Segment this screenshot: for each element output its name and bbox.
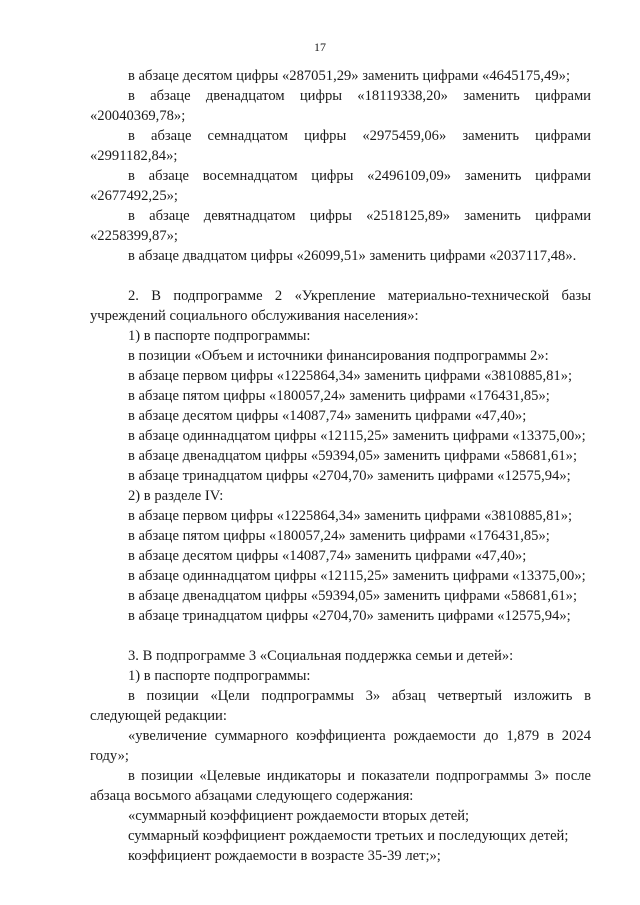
paragraph: в абзаце пятом цифры «180057,24» заменить цифрами «176431,85»; [128,528,550,544]
paragraph: в абзаце десятом цифры «14087,74» заменить цифрами «47,40»; [128,548,527,564]
section-heading: 3. В подпрограмме 3 «Социальная поддержка семьи и детей»: [128,648,514,664]
paragraph: в абзаце тринадцатом цифры «2704,70» заменить цифрами «12575,94»; [128,468,571,484]
paragraph: в абзаце первом цифры «1225864,34» заменить цифрами «3810885,81»; [128,508,573,524]
paragraph: коэффициент рождаемости в возрасте 35-39 лет;»; [128,848,441,864]
section-spacer [90,266,591,286]
paragraph: в абзаце двенадцатом цифры «18119338,20» заменить цифрами «20040369,78»; [90,88,591,124]
paragraph: 2) в разделе IV: [128,488,224,504]
section-spacer [90,626,591,646]
paragraph: в абзаце одиннадцатом цифры «12115,25» заменить цифрами «13375,00»; [128,568,586,584]
paragraph: в абзаце девятнадцатом цифры «2518125,89» заменить цифрами «2258399,87»; [90,208,591,244]
paragraph: в абзаце двенадцатом цифры «59394,05» заменить цифрами «58681,61»; [128,588,578,604]
paragraph: в абзаце двенадцатом цифры «59394,05» заменить цифрами «58681,61»; [128,448,578,464]
paragraph: в абзаце тринадцатом цифры «2704,70» заменить цифрами «12575,94»; [128,608,571,624]
section-heading: 2. В подпрограмме 2 «Укрепление материально-технической базы учреждений социального обслуживания населения»: [90,288,591,324]
paragraph: 1) в паспорте подпрограммы: [128,668,311,684]
paragraph: в абзаце одиннадцатом цифры «12115,25» заменить цифрами «13375,00»; [128,428,586,444]
section-3-subprogram-3 [90,646,591,866]
paragraph: в абзаце восемнадцатом цифры «2496109,09» заменить цифрами «2677492,25»; [90,168,591,204]
paragraph: «увеличение суммарного коэффициента рождаемости до 1,879 в 2024 году»; [90,728,591,764]
paragraph: в абзаце двадцатом цифры «26099,51» заменить цифрами «2037117,48». [128,248,577,264]
paragraph: в абзаце десятом цифры «14087,74» заменить цифрами «47,40»; [128,408,527,424]
paragraph: в позиции «Целевые индикаторы и показатели подпрограммы 3» после абзаца восьмого абзацами следующего содержания: [90,768,591,804]
paragraph: в абзаце десятом цифры «287051,29» заменить цифрами «4645175,49»; [128,68,571,84]
paragraph: в позиции «Цели подпрограммы 3» абзац четвертый изложить в следующей редакции: [90,688,591,724]
section-1-amendments [90,66,591,266]
paragraph: в абзаце пятом цифры «180057,24» заменить цифрами «176431,85»; [128,388,550,404]
paragraph: суммарный коэффициент рождаемости третьих и последующих детей; [128,828,569,844]
paragraph: в абзаце семнадцатом цифры «2975459,06» заменить цифрами «2991182,84»; [90,128,591,164]
section-2-subprogram-2 [90,286,591,626]
page-number: 17 [314,40,326,54]
paragraph: «суммарный коэффициент рождаемости вторых детей; [128,808,470,824]
paragraph: в позиции «Объем и источники финансирования подпрограммы 2»: [128,348,549,364]
paragraph: в абзаце первом цифры «1225864,34» заменить цифрами «3810885,81»; [128,368,573,384]
paragraph: 1) в паспорте подпрограммы: [128,328,311,344]
document-body [90,66,591,866]
